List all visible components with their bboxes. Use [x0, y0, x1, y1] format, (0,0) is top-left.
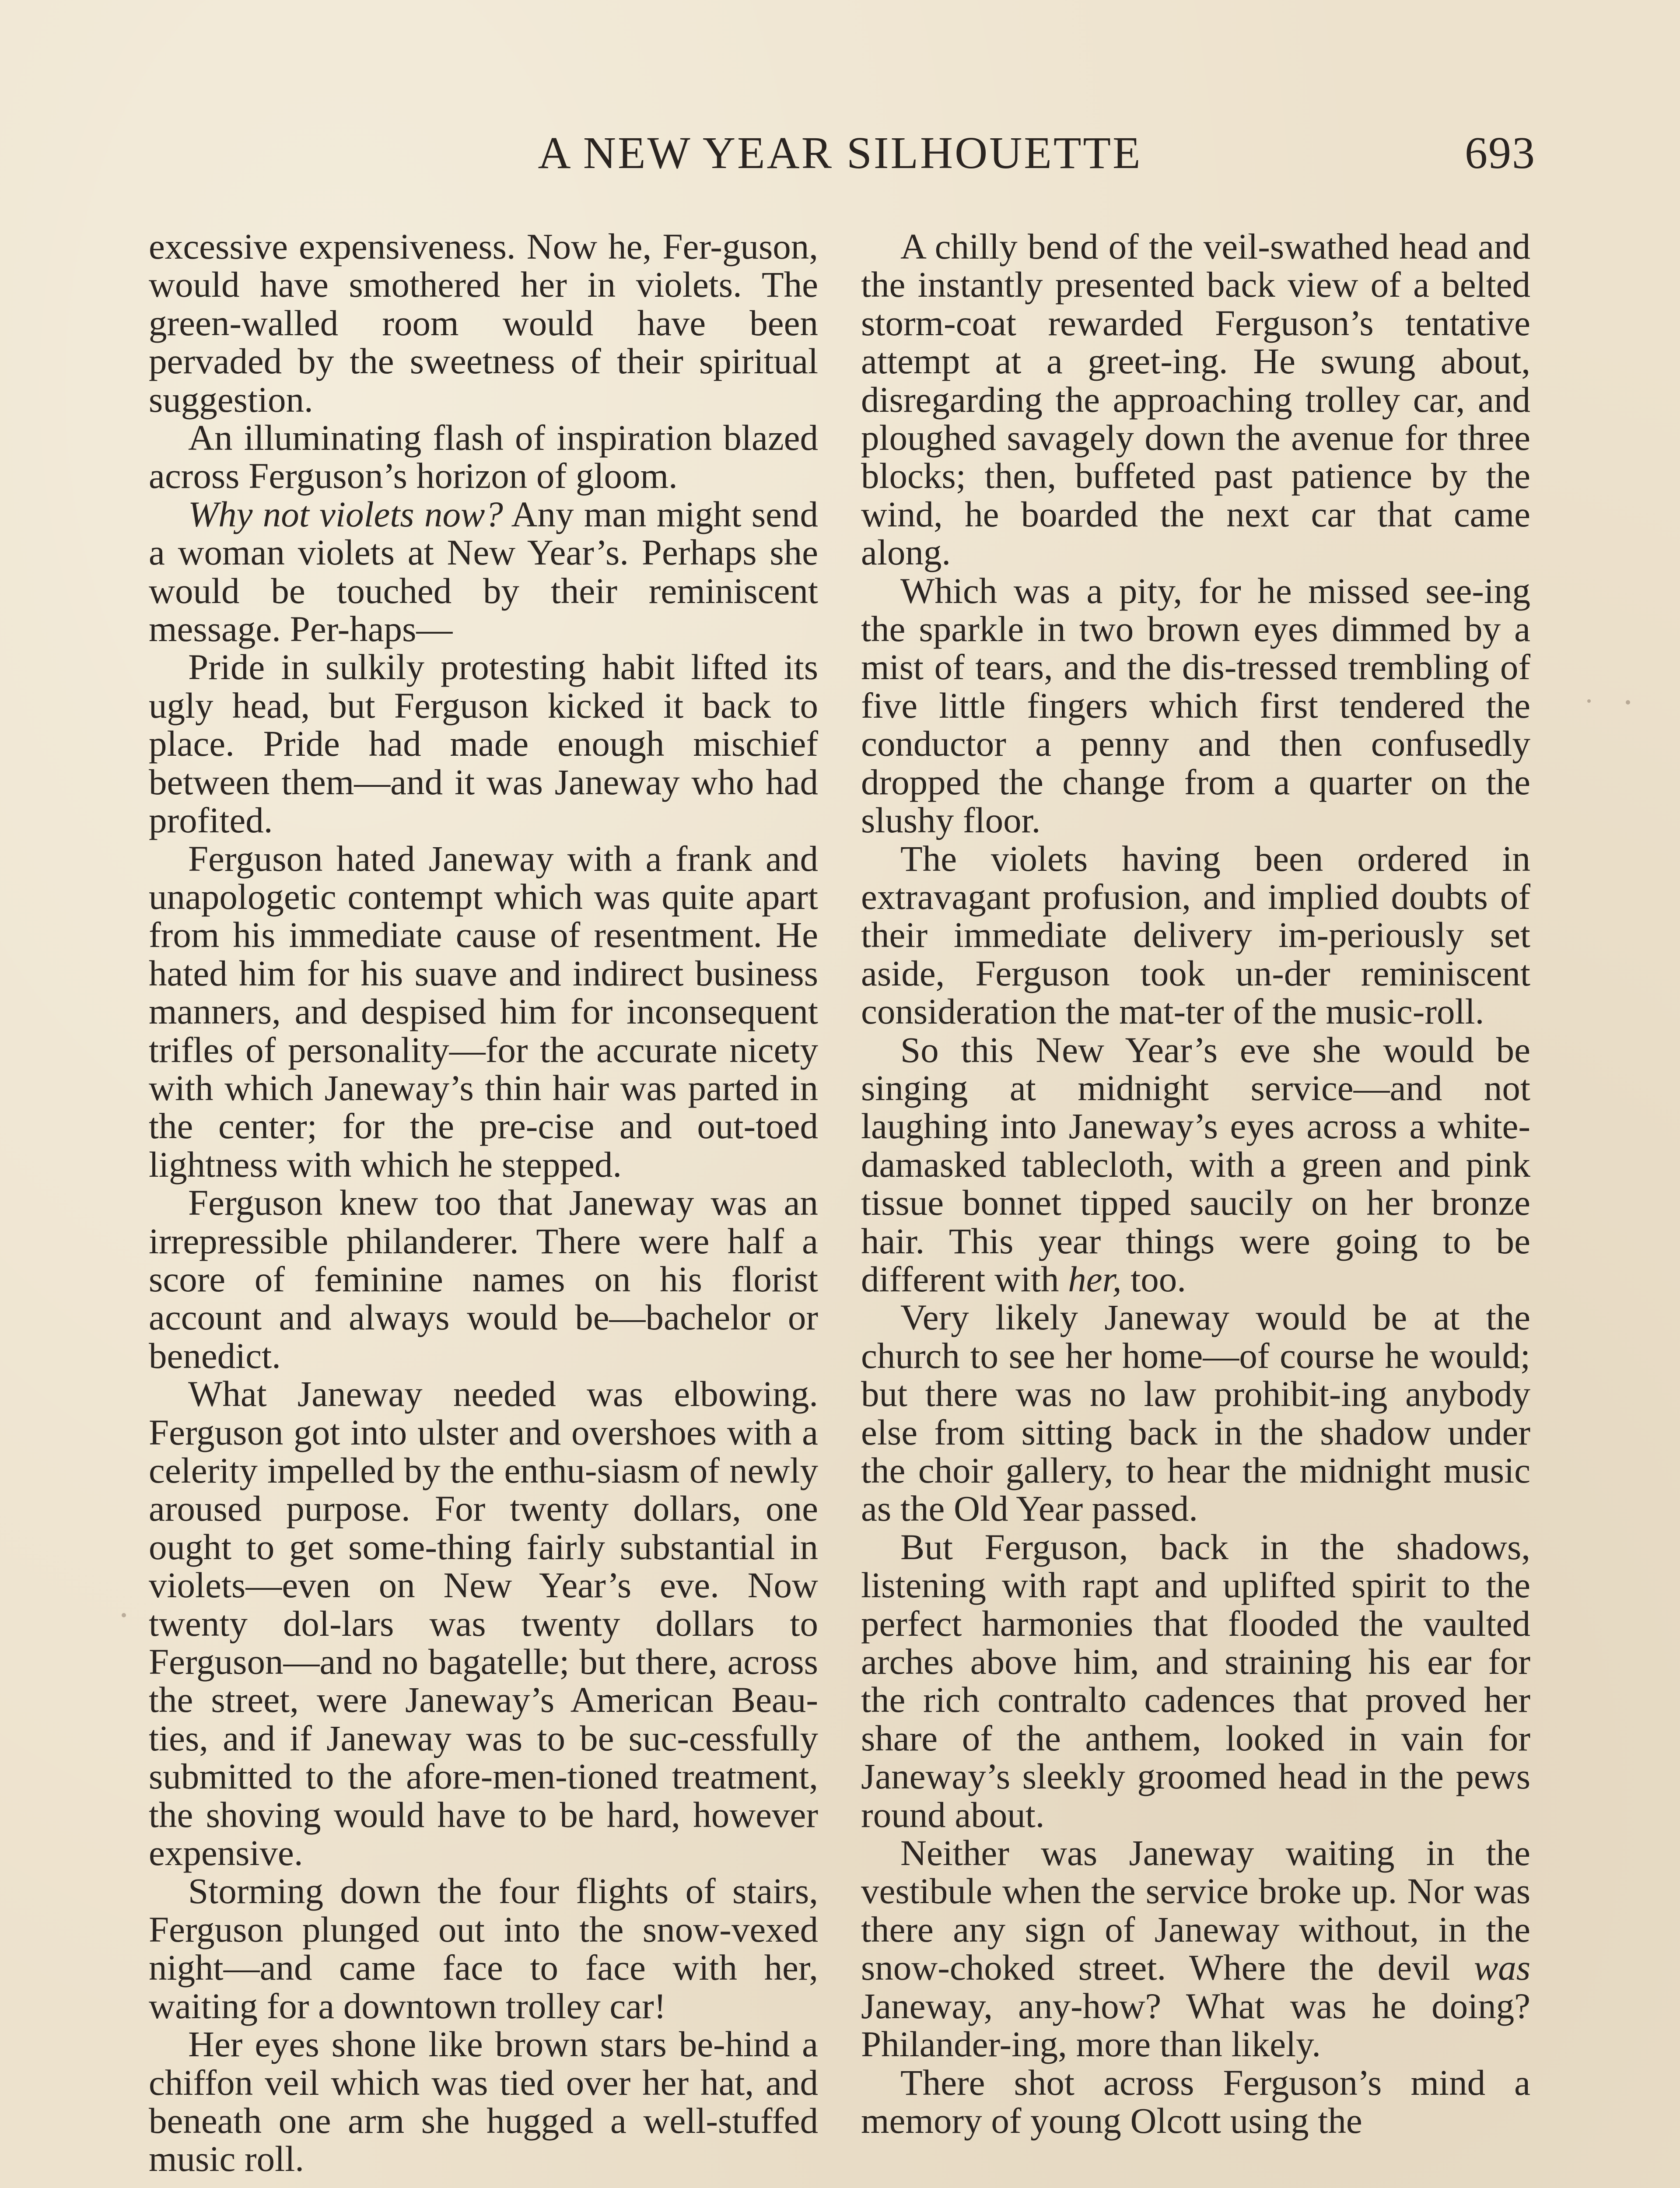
paragraph: But Ferguson, back in the shadows, listening with rapt and uplifted spirit to the perfect harmonies that flooded the vaulted arches above him, and straining his ear for the rich contralto cadences that proved her share of the anthem, looked in vain for Janeway’s sleekly groomed head in the pews round about. [861, 1526, 1530, 1835]
paper-speck [1626, 700, 1630, 705]
paragraph: Her eyes shone like brown stars be-hind a chiffon veil which was tied over her hat, and beneath one arm she hugged a well-stuffed music roll. [149, 2024, 818, 2179]
paragraph: What Janeway needed was elbowing. Ferguson got into ulster and overshoes with a celerity impelled by the enthu-siasm of newly aroused purpose. For twenty dollars, one ought to get some-thing fairly substantial in violets—even on New Year’s eve. Now twenty dol-lars was twenty dollars to Ferguson—and no bagatelle; but there, across the street, were Janeway’s American Beau-ties, and if Janeway was to be suc-cessfully submitted to the afore-men-tioned treatment, the shoving would have to be hard, however expensive. [149, 1374, 818, 1873]
paragraph: excessive expensiveness. Now he, Fer-guson, would have smothered her in violets. The green-walled room would have been pervaded by the sweetness of their spiritual suggestion. [149, 226, 818, 420]
paragraph: A chilly bend of the veil-swathed head and the instantly presented back view of a belted storm-coat rewarded Ferguson’s tentative attempt at a greet-ing. He swung about, disregarding the approaching trolley car, and ploughed savagely down the avenue for three blocks; then, buffeted past patience by the wind, he boarded the next car that came along. [861, 226, 1530, 573]
paragraph: Ferguson hated Janeway with a frank and unapologetic contempt which was quite apart from his immediate cause of resentment. He hated him for his suave and indirect business manners, and despised him for inconsequent trifles of personality—for the accurate nicety with which Janeway’s thin hair was parted in the center; for the pre-cise and out-toed lightness with which he stepped. [149, 838, 818, 1185]
left-column [149, 228, 818, 2178]
paper-speck [1587, 699, 1591, 703]
paragraph: An illuminating flash of inspiration blazed across Ferguson’s horizon of gloom. [149, 417, 818, 496]
paragraph: The violets having been ordered in extravagant profusion, and implied doubts of their immediate delivery im-periously set aside, Ferguson took un-der reminiscent consideration the mat-ter of the music-roll. [861, 838, 1530, 1032]
paragraph: There shot across Ferguson’s mind a memory of young Olcott using the [861, 2062, 1530, 2141]
page-title: A NEW YEAR SILHOUETTE [538, 128, 1142, 178]
page-number: 693 [1465, 128, 1536, 178]
paragraph: Very likely Janeway would be at the church to see her home—of course he would; but there was no law prohibit-ing anybody else from sitting back in the shadow under the choir gallery, to hear the midnight music as the Old Year passed. [861, 1297, 1530, 1529]
paragraph: Which was a pity, for he missed see-ing the sparkle in two brown eyes dimmed by a mist of tears, and the dis-tressed trembling of five little fingers which first tendered the conductor a penny and then confusedly dropped the change from a quarter on the slushy floor. [861, 570, 1530, 841]
paragraph: Storming down the four flights of stairs, Ferguson plunged out into the snow-vexed night—and came face to face with her, waiting for a downtown trolley car! [149, 1871, 818, 2026]
right-column [861, 228, 1530, 2140]
running-head [144, 127, 1536, 188]
paragraph: Pride in sulkily protesting habit lifted its ugly head, but Ferguson kicked it back to place. Pride had made enough mischief between them—and it was Janeway who had profited. [149, 647, 818, 841]
paragraph: Why not violets now? Any man might send a woman violets at New Year’s. Perhaps she would be touched by their reminiscent message. Per-haps— [149, 494, 818, 649]
paper-speck [122, 1613, 126, 1617]
paragraph: So this New Year’s eve she would be singing at midnight service—and not laughing into Janeway’s eyes across a white-damasked tablecloth, with a green and pink tissue bonnet tipped saucily on her bronze hair. This year things were going to be different with her, too. [861, 1029, 1530, 1299]
paragraph: Neither was Janeway waiting in the vestibule when the service broke up. Nor was there any sign of Janeway without, in the snow-choked street. Where the devil was Janeway, any-how? What was he doing? Philander-ing, more than likely. [861, 1833, 1530, 2065]
paragraph: Ferguson knew too that Janeway was an irrepressible philanderer. There were half a score of feminine names on his florist account and always would be—bachelor or benedict. [149, 1182, 818, 1376]
